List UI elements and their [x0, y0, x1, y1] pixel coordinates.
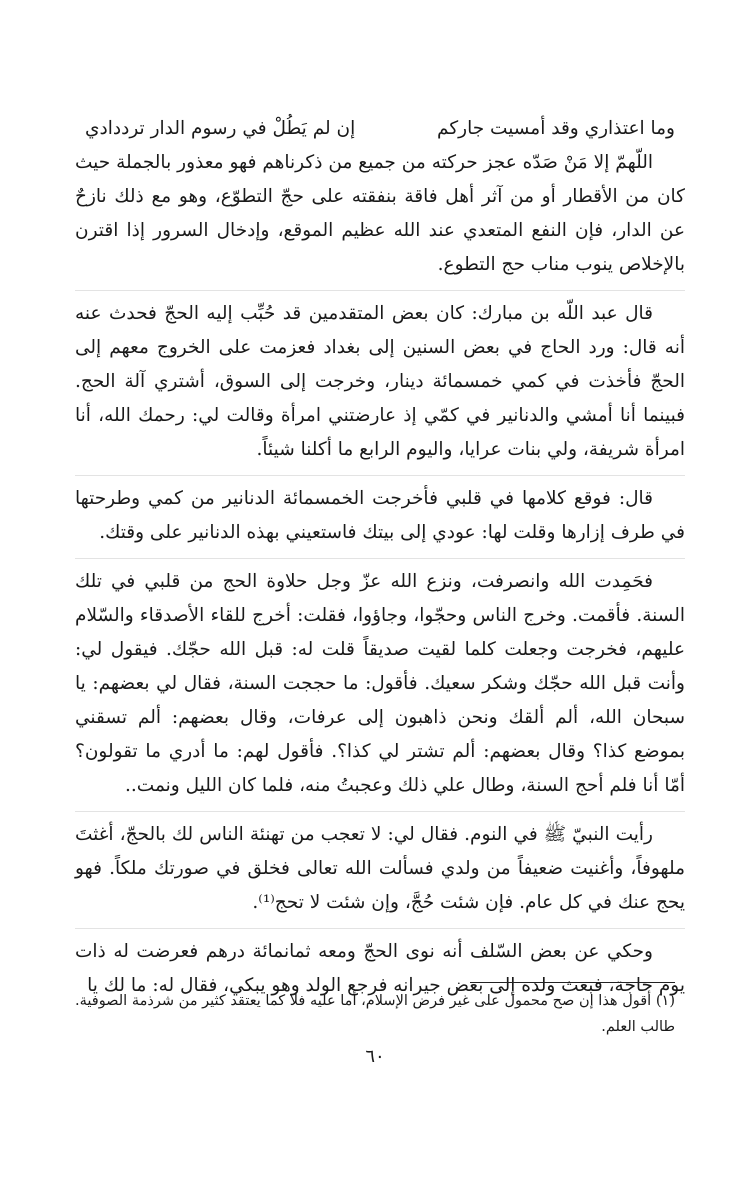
- paragraph: رأيت النبيّ ﷺ في النوم. فقال لي: لا تعجب من تهنئة الناس لك بالحجّ، أغثتَ ملهوفاً، وأغنيت ضعيفاً من ولدي فسألت الله تعالى فخلق في صورتك ملكاً. فهو يحج عنك في كل عام. فإن شئت حُجَّ، وإن شئت لا تحج⁽¹⁾.: [75, 818, 685, 929]
- footnote-divider: [470, 982, 675, 983]
- poetry-verse: [75, 112, 685, 146]
- paragraph: قال: فوقع كلامها في قلبي فأخرجت الخمسمائة الدنانير من كمي وطرحتها في طرف إزارها وقلت لها: عودي إلى بيتك فاستعيني بهذه الدنانير على وقتك.: [75, 482, 685, 559]
- paragraph: فحَمِدت الله وانصرفت، ونزع الله عزّ وجل حلاوة الحج من قلبي في تلك السنة. فأقمت. وخرج الناس وحجّوا، وجاؤوا، فقلت: أخرج للقاء الأصدقاء والسّلام عليهم، فخرجت وجعلت كلما لقيت صديقاً قلت له: قبل الله حجّك. فيقول لي: وأنت قبل الله حجّك وشكر سعيك. فأقول: ما حججت السنة، فقال لي بعضهم: يا سبحان الله، ألم ألقك ونحن ذاهبون إلى عرفات، وقال بعضهم: ألم تسقني بموضع كذا؟ وقال بعضهم: ألم تشتر لي كذا؟. فأقول لهم: ما أدري ما تقولون؟ أمّا أنا فلم أحج السنة، وطال علي ذلك وعجبتُ منه، فلما كان الليل ونمت..: [75, 565, 685, 812]
- page-number: ٦٠: [365, 1046, 385, 1067]
- paragraph: اللّهمّ إلا مَنْ صَدّه عجز حركته من جميع من ذكرناهم فهو معذور بالجملة حيث كان من الأقطار أو من آثر أهل فاقة بنفقته على حجّ التطوّع، وهو مع ذلك نازحٌ عن الدار، فإن النفع المتعدي عند الله عظيم الموقع، وإدخال السرور إذا اقترن بالإخلاص ينوب مناب حج التطوع.: [75, 146, 685, 291]
- paragraph: قال عبد اللّه بن مبارك: كان بعض المتقدمين قد حُبِّب إليه الحجّ فحدث عنه أنه قال: ورد الحاج في بعض السنين إلى بغداد فعزمت على الخروج معهم إلى الحجّ فأخذت في كمي خمسمائة دينار، وخرجت إلى السوق، أشتري آلة الحج. فبينما أنا أمشي والدنانير في كمّي إذ عارضتني امرأة وقالت لي: رحمك الله، أنا امرأة شريفة، ولي بنات عرايا، واليوم الرابع ما أكلنا شيئاً.: [75, 297, 685, 476]
- verse-right-hemistich: وما اعتذاري وقد أمسيت جاركم: [437, 118, 675, 139]
- verse-left-hemistich: إن لم يَطُلْ في رسوم الدار ترددادي: [85, 118, 356, 139]
- paragraph: وحكي عن بعض السّلف أنه نوى الحجّ ومعه ثمانمائة درهم فعرضت له ذات يوم حاجة، فبعث ولده إلى بعض جيرانه فرجع الولد وهو يبكي، فقال له: ما لك يا: [75, 941, 685, 996]
- page-body: [75, 112, 685, 1017]
- footnote: (١) أقول هذا إن صح محمول على غير فرض الإسلام، أما عليه فلا كما يعتقد كثير من شرذمة الصوفية. طالب العلم.: [75, 993, 675, 1035]
